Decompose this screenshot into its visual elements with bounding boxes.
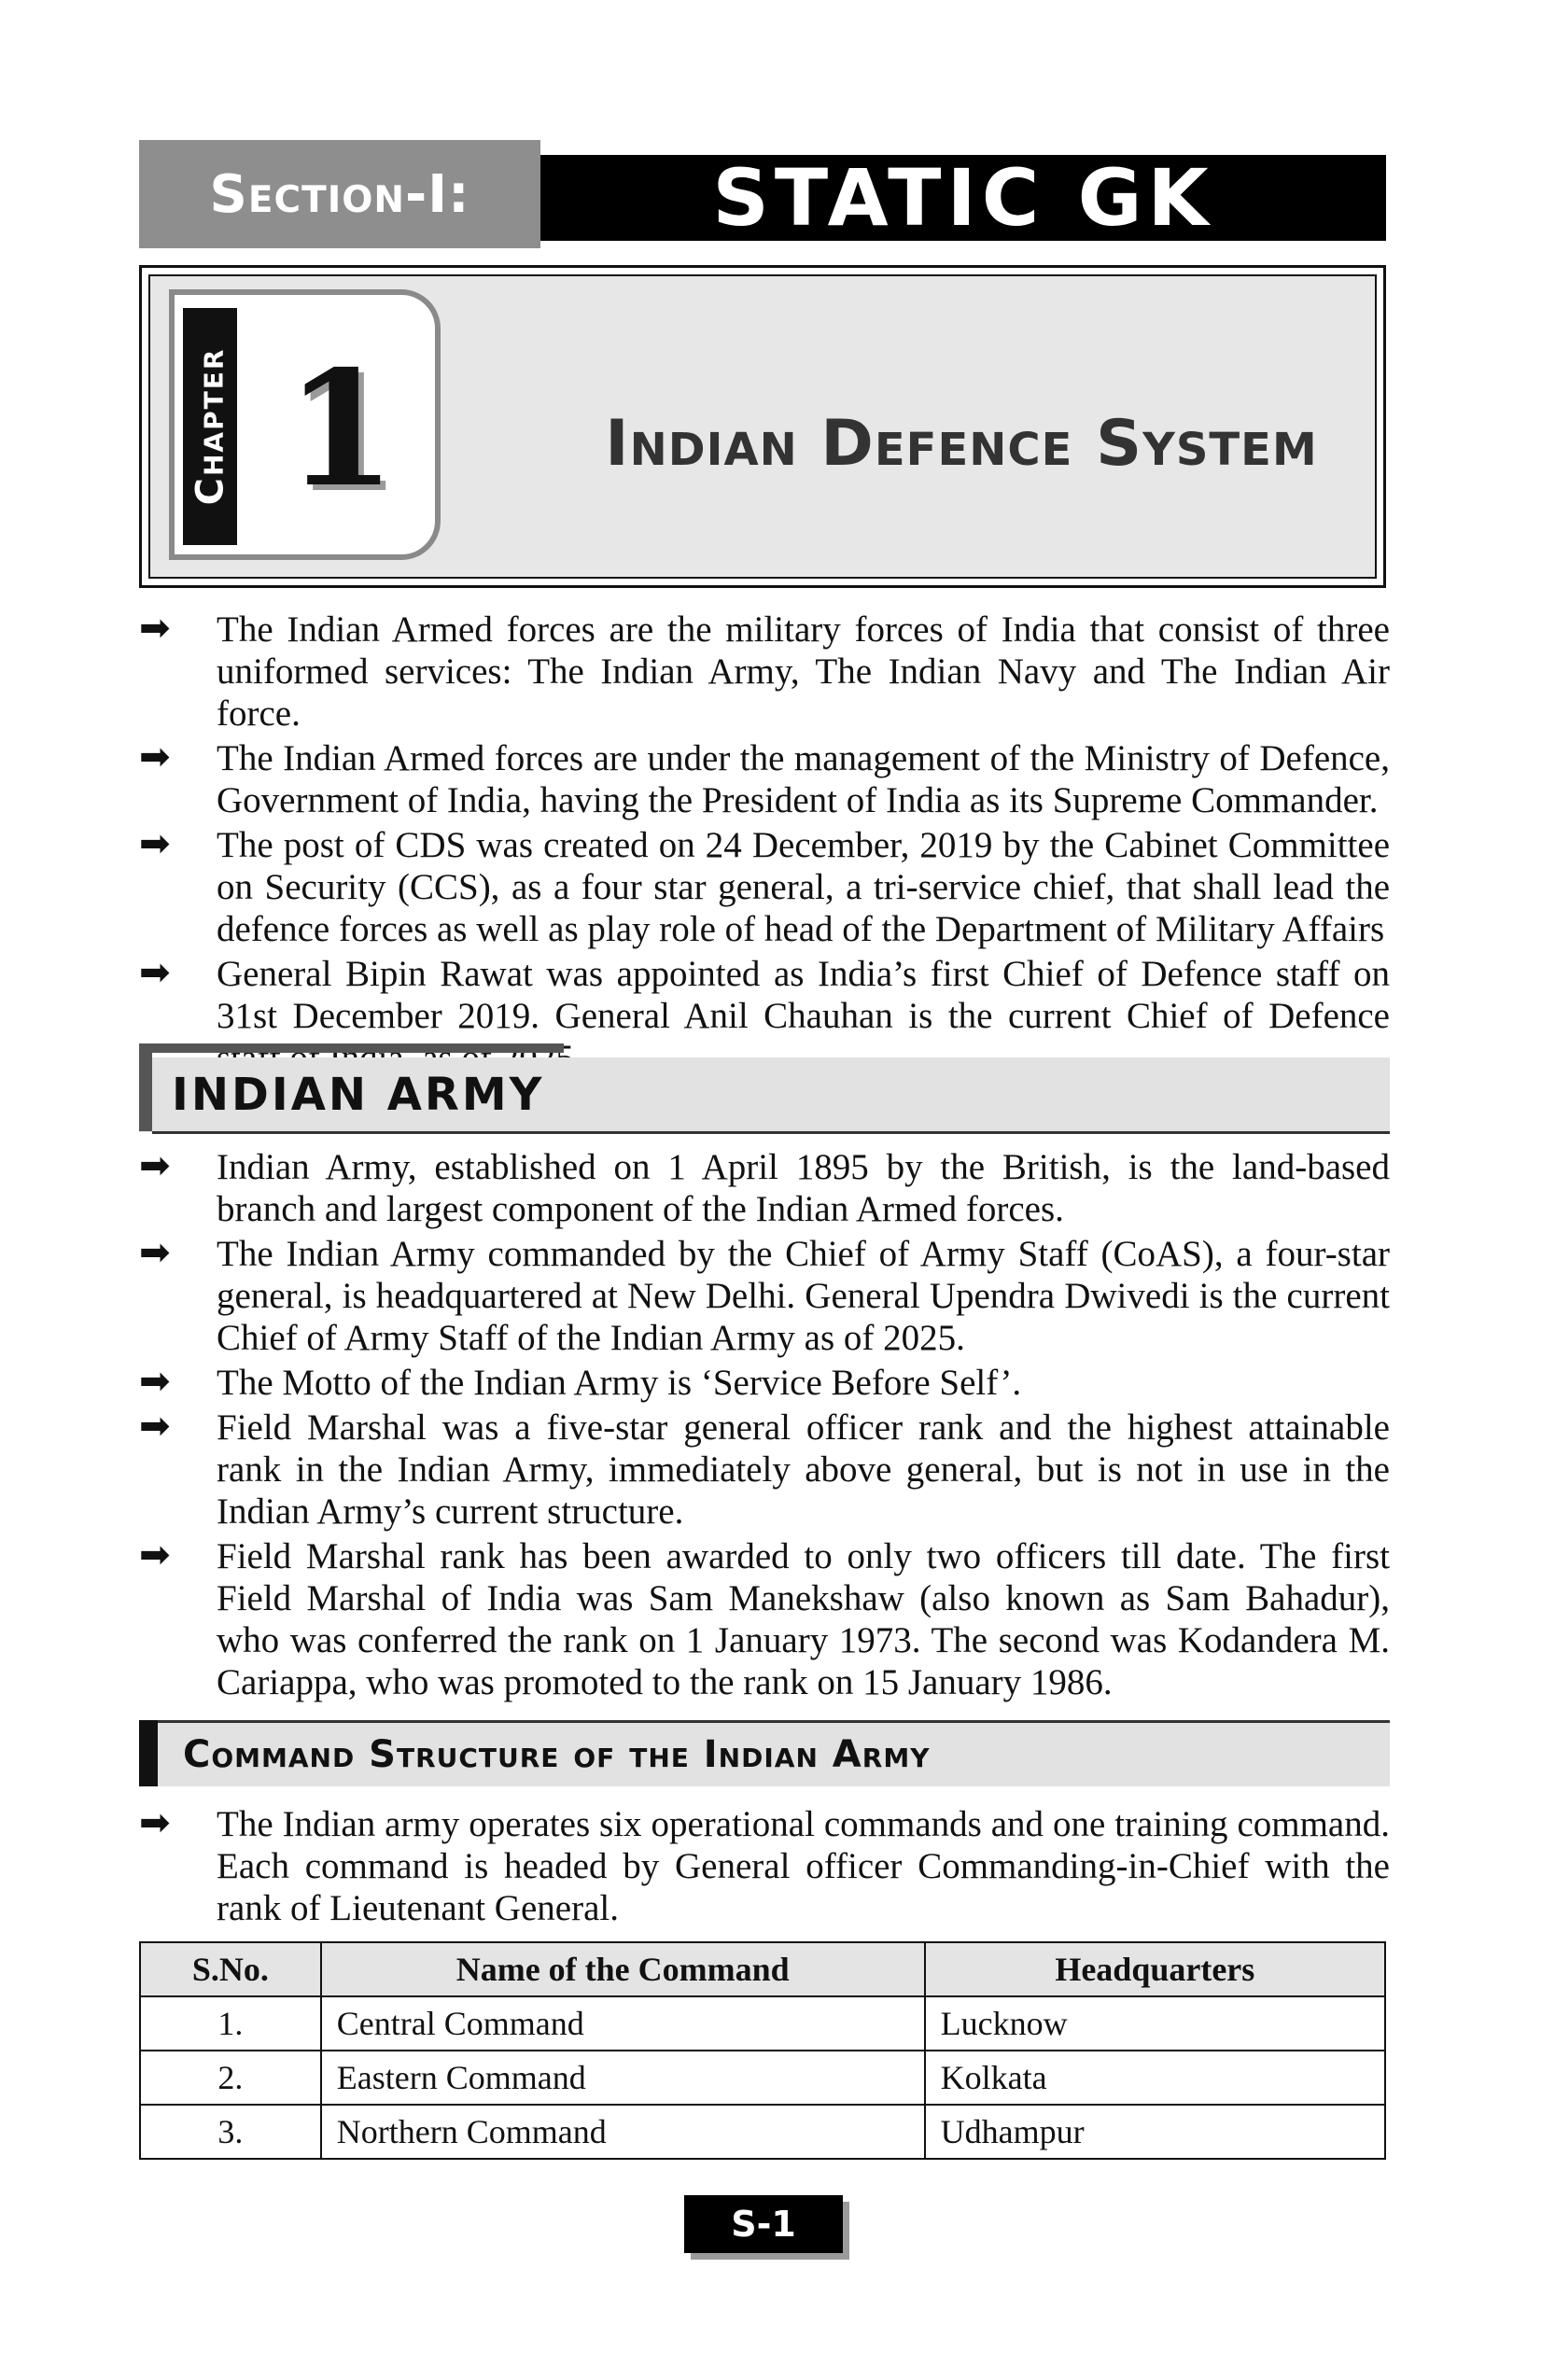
table-cell-name: Central Command bbox=[321, 1996, 925, 2051]
list-item: ➡ General Bipin Rawat was appointed as India’s first Chief of Defence staff on 31st December 2019. General Anil Chauhan is the current Chief of Defence bbox=[139, 951, 1390, 1036]
command-table bbox=[139, 1941, 1386, 2160]
chapter-title: Indian Defence System bbox=[605, 406, 1318, 481]
command-heading-rule bbox=[139, 1720, 1390, 1723]
arrow-right-icon: ➡ bbox=[139, 607, 171, 650]
list-item: ➡ The Indian Armed forces are the military forces of India that consist of three uniformed services: The Indian Army, The Indian Navy and The Indian Air force. bbox=[139, 607, 1390, 734]
table-cell-headquarters: Udhampur bbox=[925, 2105, 1385, 2159]
list-item: ➡ Indian Army, established on 1 April 1895 by the British, is the land-based branch and largest component of the Indian Armed forces. bbox=[139, 1144, 1390, 1229]
arrow-right-icon: ➡ bbox=[139, 1144, 171, 1187]
arrow-right-icon: ➡ bbox=[139, 822, 171, 865]
list-item: ➡ Field Marshal was a five-star general officer rank and the highest attainable rank in the Indian Army, immediately above general, but is not in use in the Indian Army’s current structure. bbox=[139, 1405, 1390, 1532]
list-item: ➡ The Indian army operates six operational commands and one training command. Each command is headed by General officer Commanding-in-Chief with the rank of Lieutenant General. bbox=[139, 1801, 1390, 1928]
chapter-word-box bbox=[183, 308, 237, 545]
table-cell-name: Eastern Command bbox=[321, 2051, 925, 2105]
arrow-right-icon: ➡ bbox=[139, 1405, 171, 1448]
chapter-number: 1 bbox=[285, 336, 397, 523]
army-heading-edge bbox=[139, 1043, 152, 1131]
list-item: ➡ The post of CDS was created on 24 December, 2019 by the Cabinet Committee on Security (CCS), as a four star general, a tri-service chief, that shall lead the defence forces as well as play role of head of the Department of Military Affairs bbox=[139, 822, 1390, 949]
list-item: ➡ The Motto of the Indian Army is ‘Service Before Self’. bbox=[139, 1360, 1022, 1403]
arrow-right-icon: ➡ bbox=[139, 735, 171, 778]
section-label: Section-I: bbox=[209, 163, 470, 225]
list-item: ➡ The Indian Army commanded by the Chief of Army Staff (CoAS), a four-star general, is headquartered at New Delhi. General Upendra Dwivedi is the current Chief of Army Staff of the Indian Army as of 2025. bbox=[139, 1231, 1390, 1358]
table-row bbox=[140, 1996, 1385, 2051]
table-row bbox=[140, 2051, 1385, 2105]
list-item: ➡ Field Marshal rank has been awarded to only two officers till date. The first Field Marshal of India was Sam Manekshaw (also known as Sam Bahadur), who was conferred the rank on 1 January 1973. The second was Kodandera M. Cariappa, who was promoted to the rank on 15 January 1986. bbox=[139, 1533, 1390, 1702]
chapter-word: Chapter bbox=[189, 347, 231, 506]
section-title: STATIC GK bbox=[540, 155, 1386, 241]
arrow-right-icon: ➡ bbox=[139, 951, 171, 994]
column-header-name: Name of the Command bbox=[321, 1942, 925, 1996]
army-heading: INDIAN ARMY bbox=[172, 1069, 545, 1121]
list-item: ➡ The Indian Armed forces are under the management of the Ministry of Defence, Government of India, having the President of India as its Supreme Commander. bbox=[139, 735, 1390, 820]
table-header-row bbox=[140, 1942, 1385, 1996]
arrow-right-icon: ➡ bbox=[139, 1801, 171, 1844]
table-cell-headquarters: Lucknow bbox=[925, 1996, 1385, 2051]
arrow-right-icon: ➡ bbox=[139, 1533, 171, 1576]
table-cell-headquarters: Kolkata bbox=[925, 2051, 1385, 2105]
table-cell-sno: 3. bbox=[140, 2105, 321, 2159]
table-cell-sno: 1. bbox=[140, 1996, 321, 2051]
table-cell-name: Northern Command bbox=[321, 2105, 925, 2159]
army-heading-bar bbox=[139, 1043, 564, 1053]
table-cell-sno: 2. bbox=[140, 2051, 321, 2105]
table-row bbox=[140, 2105, 1385, 2159]
arrow-right-icon: ➡ bbox=[139, 1231, 171, 1274]
command-heading: Command Structure of the Indian Army bbox=[183, 1733, 931, 1776]
intro-bullet-list bbox=[139, 609, 1390, 1082]
command-heading-edge bbox=[139, 1720, 158, 1786]
command-bullet-list bbox=[139, 1803, 1390, 1932]
column-header-sno: S.No. bbox=[140, 1942, 321, 1996]
army-heading-underline bbox=[152, 1131, 1390, 1134]
page-number: S-1 bbox=[684, 2195, 843, 2253]
army-bullet-list bbox=[139, 1146, 1390, 1706]
arrow-right-icon: ➡ bbox=[139, 1360, 171, 1403]
column-header-headquarters: Headquarters bbox=[925, 1942, 1385, 1996]
